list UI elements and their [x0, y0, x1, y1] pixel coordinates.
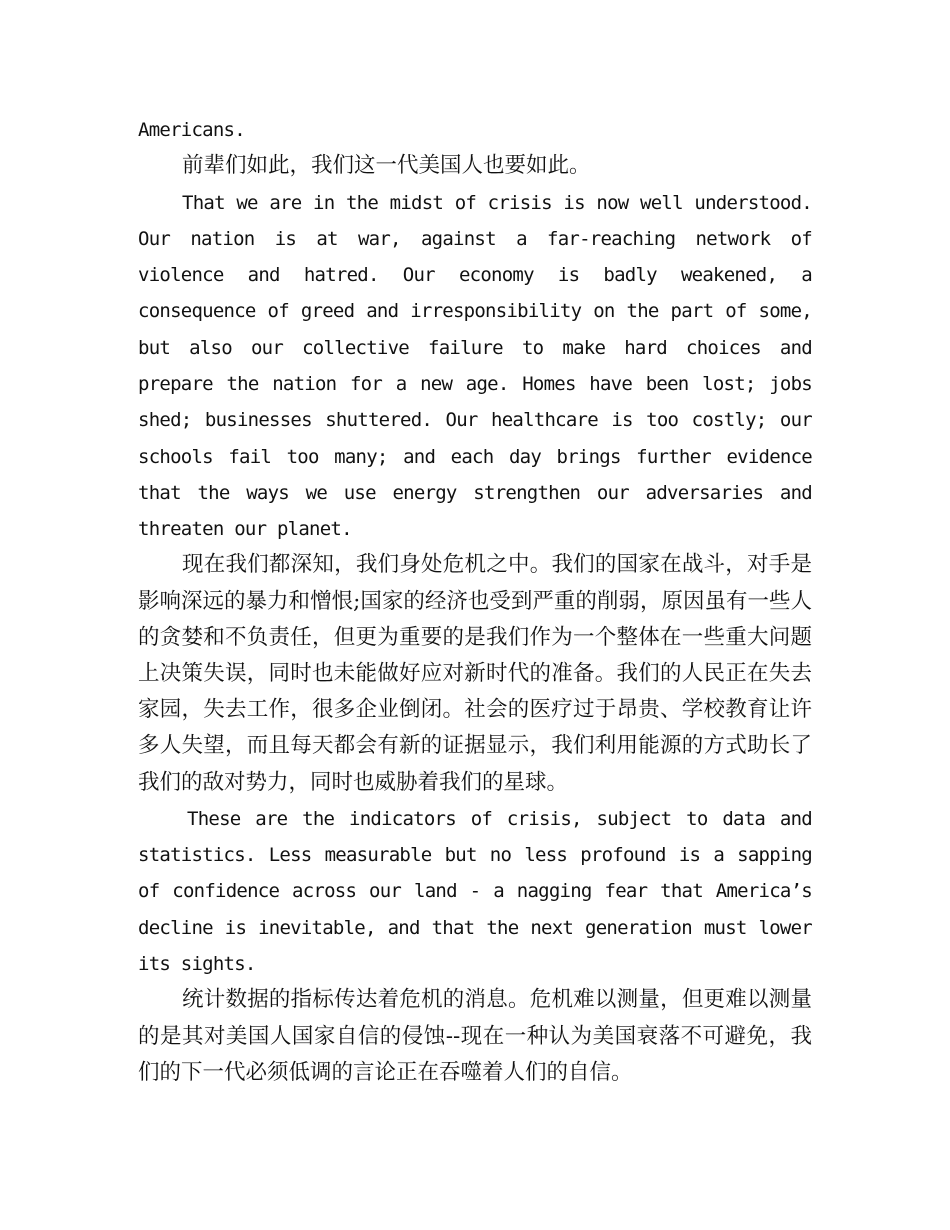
paragraph-en-crisis: That we are in the midst of crisis is now well understood. Our nation is at war, against a far-reaching network of violence and hatred. Our economy is badly weakened, a consequence of greed and irresponsibility on the part of some, but also our collective failure to make hard choices and prepare the nation for a new age. Homes have been lost; jobs shed; businesses shuttered. Our healthcare is too costly; our schools fail too many; and each day brings further evidence that the ways we use energy strengthen our adversaries and threaten our planet. — [138, 191, 812, 541]
document-page — [138, 112, 812, 1091]
paragraph-en-indicators: These are the indicators of crisis, subject to data and statistics. Less measurable but no less profound is a sapping of confidence across our land - a nagging fear that America’s decline is inevitable, and that the next generation must lower its sights. — [138, 807, 812, 976]
paragraph-zh-crisis: 现在我们都深知，我们身处危机之中。我们的国家在战斗，对手是影响深远的暴力和憎恨;国家的经济也受到严重的削弱，原因虽有一些人的贪婪和不负责任，但更为重要的是我们作为一个整体在一些重大问题上决策失误，同时也未能做好应对新时代的准备。我们的人民正在失去家园，失去工作，很多企业倒闭。社会的医疗过于昂贵、学校教育让许多人失望，而且每天都会有新的证据显示，我们利用能源的方式助长了我们的敌对势力，同时也威胁着我们的星球。 — [138, 552, 812, 795]
paragraph-en-continuation: Americans. — [138, 119, 245, 141]
paragraph-zh-predecessors: 前辈们如此，我们这一代美国人也要如此。 — [182, 153, 591, 179]
paragraph-zh-indicators: 统计数据的指标传达着危机的消息。危机难以测量，但更难以测量的是其对美国人国家自信的侵蚀--现在一种认为美国衰落不可避免，我们的下一代必须低调的言论正在吞噬着人们的自信。 — [138, 987, 812, 1085]
